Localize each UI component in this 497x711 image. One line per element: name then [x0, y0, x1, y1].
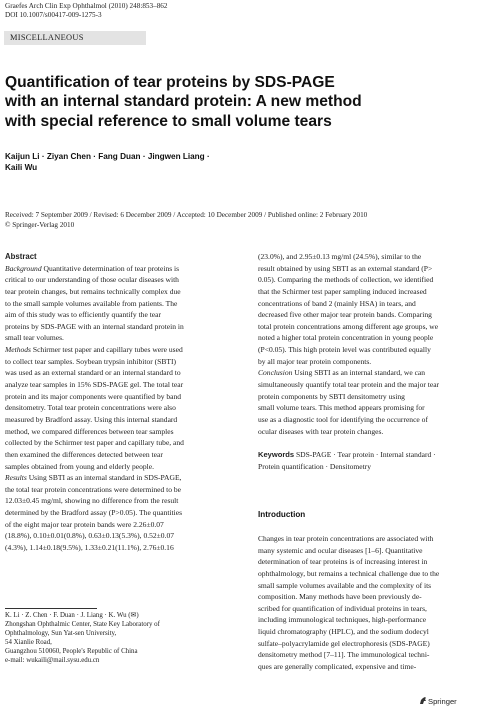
title-line: with special reference to small volume tears: [5, 112, 332, 130]
section-label: MISCELLANEOUS: [10, 33, 84, 42]
affiliation-line: Guangzhou 510060, People's Republic of China: [5, 648, 138, 656]
abstract-line: [5, 530, 243, 542]
line-text: decreased five other major tear protein bands. Comparing: [258, 310, 432, 320]
abstract-line: [258, 402, 492, 414]
intro-line: scribed for quantification of individual proteins in tears,: [258, 603, 427, 613]
affiliation-line: Zhongshan Ophthalmic Center, State Key Laboratory of: [5, 621, 160, 629]
abstract-line: [5, 472, 243, 484]
abstract-line: [258, 391, 492, 403]
abstract-subheading: Background: [5, 263, 42, 273]
abstract-line: [5, 507, 243, 519]
line-text: protein components by SBTI densitometry using: [258, 391, 405, 401]
abstract-line: [5, 379, 243, 391]
abstract-line: [5, 519, 243, 531]
journal-citation: Graefes Arch Clin Exp Ophthalmol (2010) 248:853–862: [5, 2, 168, 10]
abstract-line: [5, 414, 243, 426]
abstract-line: [5, 332, 243, 344]
abstract-line: [258, 356, 492, 368]
line-text: samples obtained from young and elderly people.: [5, 461, 155, 471]
line-text: noted a higher total protein concentration in young people: [258, 333, 434, 343]
keywords-line: Protein quantification · Densitometry: [258, 461, 371, 471]
abstract-line: [258, 309, 492, 321]
abstract-line: [258, 367, 492, 379]
author-line: Kaijun Li · Ziyan Chen · Fang Duan · Jingwen Liang ·: [5, 152, 210, 161]
line-text: protein and its major components were quantified by band: [5, 391, 182, 401]
line-text: of the eight major tear protein bands were 2.26±0.07: [5, 519, 164, 529]
line-text: tear protein changes, but remains technically complex due: [5, 286, 181, 296]
abstract-line: [5, 274, 243, 286]
abstract-line: [258, 379, 492, 391]
abstract-line: [5, 309, 243, 321]
line-text: densitometry. Total tear protein concentrations were also: [5, 403, 176, 413]
intro-line: including immunological techniques, high-performance: [258, 615, 427, 625]
line-text: was used as an external standard or an internal standard to: [5, 368, 181, 378]
line-text: (4.3%), 1.14±0.18(9.5%), 1.33±0.21(11.1%), 2.76±0.16: [5, 543, 174, 553]
abstract-line: [5, 461, 243, 473]
line-text: use as a diagnostic tool for identifying the occurrence of: [258, 414, 428, 424]
affiliation-line: 54 Xianlie Road,: [5, 639, 52, 647]
line-text: concentrations of band 2 (mainly HSA) in tears, and: [258, 298, 416, 308]
intro-line: sulfate–polyacrylamide gel electrophoresis (SDS-PAGE): [258, 638, 430, 648]
line-text: measured by Bradford assay. Using this internal standard: [5, 414, 178, 424]
abstract-line: [258, 274, 492, 286]
line-text: collected by the Schirmer test paper and capillary tube, and: [5, 438, 184, 448]
abstract-subheading: Conclusion: [258, 368, 293, 378]
keywords-text: SDS-PAGE · Tear protein · Internal standard ·: [294, 450, 436, 460]
publication-dates: [5, 210, 475, 230]
abstract-left-column: [5, 251, 243, 554]
abstract-left-lines: [5, 263, 243, 554]
line-text: simultaneously quantify total tear protein and the major tear: [258, 380, 440, 390]
abstract-line: [258, 426, 492, 438]
line-text: by all major tear protein components.: [258, 356, 372, 366]
line-text: to collect tear samples. Soybean trypsin inhibitor (SBTI): [5, 356, 177, 366]
intro-line: Changes in tear protein concentrations are associated with: [258, 534, 434, 543]
abstract-line: [5, 426, 243, 438]
abstract-line: [5, 356, 243, 368]
abstract-line: [5, 542, 243, 554]
abstract-line: [258, 321, 492, 333]
abstract-line: [5, 321, 243, 333]
publisher-name: Springer: [428, 697, 457, 706]
abstract-line: [5, 495, 243, 507]
abstract-line: [258, 298, 492, 310]
footnote-rule: [5, 608, 97, 609]
author-affiliation: [5, 611, 245, 666]
line-text: ocular diseases with tear protein changes.: [258, 426, 384, 436]
introduction-heading: Introduction: [258, 510, 306, 519]
intro-line: ques are generally complicated, expensive and time-: [258, 662, 417, 672]
line-text: (23.0%), and 2.95±0.13 mg/ml (24.5%), similar to the: [258, 252, 422, 261]
line-text: 0.05). Comparing the methods of collection, we identified: [258, 275, 434, 285]
line-text: small tear volumes.: [5, 333, 64, 343]
intro-line: determination of tear proteins is of increasing interest in: [258, 557, 428, 567]
doi: DOI 10.1007/s00417-009-1275-3: [5, 11, 102, 20]
abstract-line: [258, 332, 492, 344]
line-text: that the Schirmer test paper sampling induced increased: [258, 286, 427, 296]
dates-line: Received: 7 September 2009 / Revised: 6 December 2009 / Accepted: 10 December 2009 / Published online: 2 February 2010: [5, 211, 368, 219]
line-text: to the small sample volumes available from patients. The: [5, 298, 178, 308]
line-text: (P<0.05). This high protein level was contributed equally: [258, 345, 431, 355]
abstract-line: [258, 414, 492, 426]
abstract-line: [5, 344, 243, 356]
author-list: [5, 151, 465, 174]
paper-title: [5, 73, 475, 131]
line-text: Quantitative determination of tear proteins is: [41, 263, 180, 273]
line-text: total protein concentrations among different age groups, we: [258, 321, 439, 331]
line-text: critical to our understanding of those ocular diseases with: [5, 275, 179, 285]
abstract-line: [5, 298, 243, 310]
affiliation-line: Ophthalmology, Sun Yat-sen University,: [5, 630, 117, 638]
abstract-line: [5, 449, 243, 461]
abstract-line: [258, 286, 492, 298]
introduction-text: [258, 533, 492, 673]
abstract-line: [5, 391, 243, 403]
abstract-line: [5, 263, 243, 275]
line-text: (18.8%), 0.10±0.01(0.8%), 0.63±0.13(5.3%), 0.52±0.07: [5, 531, 175, 541]
keywords-line: [258, 449, 492, 461]
abstract-subheading: Methods: [5, 345, 31, 355]
affiliation-line: e-mail: wukaili@mail.sysu.edu.cn: [5, 657, 100, 665]
intro-line: composition. Many methods have been previously de-: [258, 592, 422, 602]
title-line: Quantification of tear proteins by SDS-PAGE: [5, 74, 335, 91]
abstract-line: [5, 437, 243, 449]
line-text: Using SBTI as an internal standard in SDS-PAGE,: [26, 473, 182, 483]
abstract-line: [258, 344, 492, 356]
affiliation-line: K. Li · Z. Chen · F. Duan · J. Liang · K. Wu (✉): [5, 612, 139, 619]
abstract-right-column: [258, 251, 492, 473]
line-text: 12.03±0.45 mg/ml, showing no difference from the result: [5, 496, 179, 506]
intro-line: small sample volumes available and the complexity of its: [258, 580, 432, 590]
abstract-subheading: Results: [5, 473, 27, 483]
line-text: the total tear protein concentrations were determined to be: [5, 484, 182, 494]
line-text: aim of this study was to efficiently quantify the tear: [5, 310, 162, 320]
copyright-line: © Springer-Verlag 2010: [5, 221, 75, 229]
abstract-line: [258, 263, 492, 275]
abstract-line: [5, 402, 243, 414]
author-line: Kaili Wu: [5, 163, 38, 173]
abstract-line: [5, 286, 243, 298]
line-text: Using SBTI as an internal standard, we can: [292, 368, 426, 378]
intro-line: densitometry method [7–11]. The immunological techni-: [258, 650, 430, 660]
line-text: determined by the Bradford assay (P>0.05). The quantities: [5, 508, 183, 518]
line-text: method, we compared differences between tear samples: [5, 426, 174, 436]
intro-line: ophthalmology, but remains a technical challenge due to the: [258, 568, 440, 578]
abstract-heading: Abstract: [5, 252, 37, 261]
line-text: proteins by SDS-PAGE with an internal standard protein in: [5, 321, 184, 331]
line-text: analyze tear samples in 15% SDS-PAGE gel. The total tear: [5, 380, 184, 390]
line-text: Schirmer test paper and capillary tubes were used: [31, 345, 183, 355]
line-text: then examined the differences detected between tear: [5, 449, 163, 459]
intro-line: many systemic and ocular diseases [1–6]. Quantitative: [258, 545, 423, 555]
abstract-right-lines: [258, 251, 492, 437]
line-text: result obtained by using SBTI as an external standard (P>: [258, 263, 433, 273]
title-line: with an internal standard protein: A new method: [5, 93, 362, 111]
abstract-line: [5, 484, 243, 496]
journal-header: [5, 2, 168, 21]
keywords-heading: Keywords: [258, 450, 295, 460]
abstract-line: [5, 367, 243, 379]
abstract-line: [258, 251, 492, 263]
springer-horse-icon: [419, 696, 427, 705]
line-text: small volume tears. This method appears promising for: [258, 403, 425, 413]
intro-line: liquid chromatography (HPLC), and the sodium dodecyl: [258, 627, 429, 637]
